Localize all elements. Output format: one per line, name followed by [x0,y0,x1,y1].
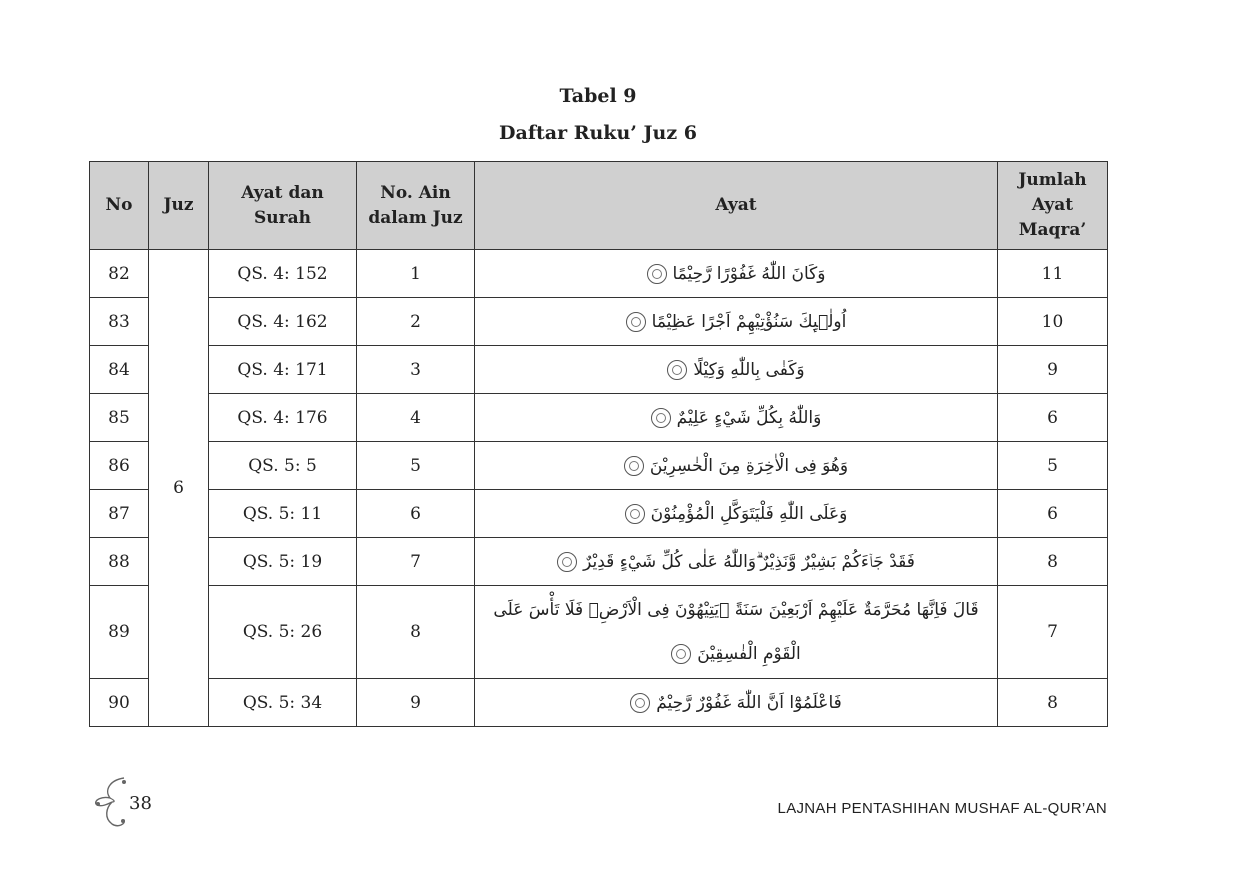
table-row [90,298,1108,346]
ayat-text: وَكَفٰى بِاللّٰهِ وَكِيْلًا [693,359,805,380]
header-jumlah: Jumlah Ayat Maqra’ [998,162,1108,250]
cell-ain: 7 [357,538,475,586]
cell-juz: 6 [149,250,209,727]
table-row [90,538,1108,586]
cell-no: 82 [90,250,149,298]
cell-ain: 1 [357,250,475,298]
cell-ain: 3 [357,346,475,394]
cell-no: 86 [90,442,149,490]
cell-no: 89 [90,586,149,679]
cell-jumlah: 8 [998,538,1108,586]
ayat-text: وَهُوَ فِى الْاٰخِرَةِ مِنَ الْخٰسِرِيْنَ [649,455,849,476]
cell-ain: 4 [357,394,475,442]
cell-no: 90 [90,679,149,727]
cell-ayat [475,490,998,538]
cell-ain: 2 [357,298,475,346]
header-no: No [90,162,149,250]
ayah-end-icon [625,504,645,524]
cell-jumlah: 10 [998,298,1108,346]
cell-jumlah: 11 [998,250,1108,298]
ayat-text: فَاعْلَمُوْٓا اَنَّ اللّٰهَ غَفُوْرٌ رَّحِيْمٌ [656,692,842,713]
table-row [90,679,1108,727]
ayat-text: اُولٰۤىِٕكَ سَنُؤْتِيْهِمْ اَجْرًا عَظِيْمًا [651,311,847,332]
cell-jumlah: 9 [998,346,1108,394]
cell-jumlah: 8 [998,679,1108,727]
table-row [90,490,1108,538]
ayah-end-icon [647,264,667,284]
cell-ayat [475,346,998,394]
cell-surah: QS. 4: 171 [209,346,357,394]
ruku-table [89,161,1108,727]
cell-ain: 8 [357,586,475,679]
table-subtitle: Daftar Ruku’ Juz 6 [499,122,697,144]
ayah-end-icon [557,552,577,572]
ayat-text: وَاللّٰهُ بِكُلِّ شَيْءٍ عَلِيْمٌ [676,407,822,428]
header-row [90,162,1108,250]
cell-surah: QS. 5: 11 [209,490,357,538]
cell-no: 87 [90,490,149,538]
cell-surah: QS. 4: 176 [209,394,357,442]
ayah-end-icon [651,408,671,428]
cell-surah: QS. 4: 152 [209,250,357,298]
cell-ayat [475,442,998,490]
cell-ayat [475,394,998,442]
page-number: 38 [129,793,152,814]
ayah-end-icon [624,456,644,476]
ayah-end-icon [630,693,650,713]
ayah-end-icon [671,644,691,664]
table-row [90,442,1108,490]
publisher-footer: LAJNAH PENTASHIHAN MUSHAF AL-QUR’AN [777,800,1107,817]
cell-surah: QS. 4: 162 [209,298,357,346]
cell-no: 84 [90,346,149,394]
ayat-text: وَكَانَ اللّٰهُ غَفُوْرًا رَّحِيْمًا [672,263,826,284]
cell-surah: QS. 5: 34 [209,679,357,727]
cell-no: 88 [90,538,149,586]
cell-surah: QS. 5: 19 [209,538,357,586]
floral-ornament-icon [90,774,130,830]
cell-surah: QS. 5: 5 [209,442,357,490]
header-no-ain: No. Ain dalam Juz [357,162,475,250]
ayat-text: قَالَ فَاِنَّهَا مُحَرَّمَةٌ عَلَيْهِمْ اَرْبَعِيْنَ سَنَةً ۚيَتِيْهُوْنَ فِى الْاَرْضِۗ فَلَا تَأْسَ عَلَى الْقَوْمِ الْفٰسِقِيْنَ [493,600,979,664]
cell-jumlah: 7 [998,586,1108,679]
cell-ain: 9 [357,679,475,727]
cell-no: 85 [90,394,149,442]
table-number-title: Tabel 9 [559,85,637,107]
table-row [90,586,1108,679]
table-row [90,346,1108,394]
cell-ain: 5 [357,442,475,490]
cell-jumlah: 6 [998,394,1108,442]
cell-ayat [475,679,998,727]
cell-ayat [475,586,998,679]
header-juz: Juz [149,162,209,250]
cell-jumlah: 5 [998,442,1108,490]
table-row [90,250,1108,298]
cell-ayat [475,538,998,586]
header-ayat: Ayat [475,162,998,250]
table-row [90,394,1108,442]
cell-jumlah: 6 [998,490,1108,538]
header-ayat-surah: Ayat dan Surah [209,162,357,250]
ayah-end-icon [626,312,646,332]
ayat-text: فَقَدْ جَاۤءَكُمْ بَشِيْرٌ وَّنَذِيْرٌ ۗوَاللّٰهُ عَلٰى كُلِّ شَيْءٍ قَدِيْرٌ [583,551,915,572]
ayah-end-icon [667,360,687,380]
cell-ain: 6 [357,490,475,538]
cell-ayat [475,298,998,346]
cell-no: 83 [90,298,149,346]
ayat-text: وَعَلَى اللّٰهِ فَلْيَتَوَكَّلِ الْمُؤْمِنُوْنَ [650,503,848,524]
cell-ayat [475,250,998,298]
cell-surah: QS. 5: 26 [209,586,357,679]
